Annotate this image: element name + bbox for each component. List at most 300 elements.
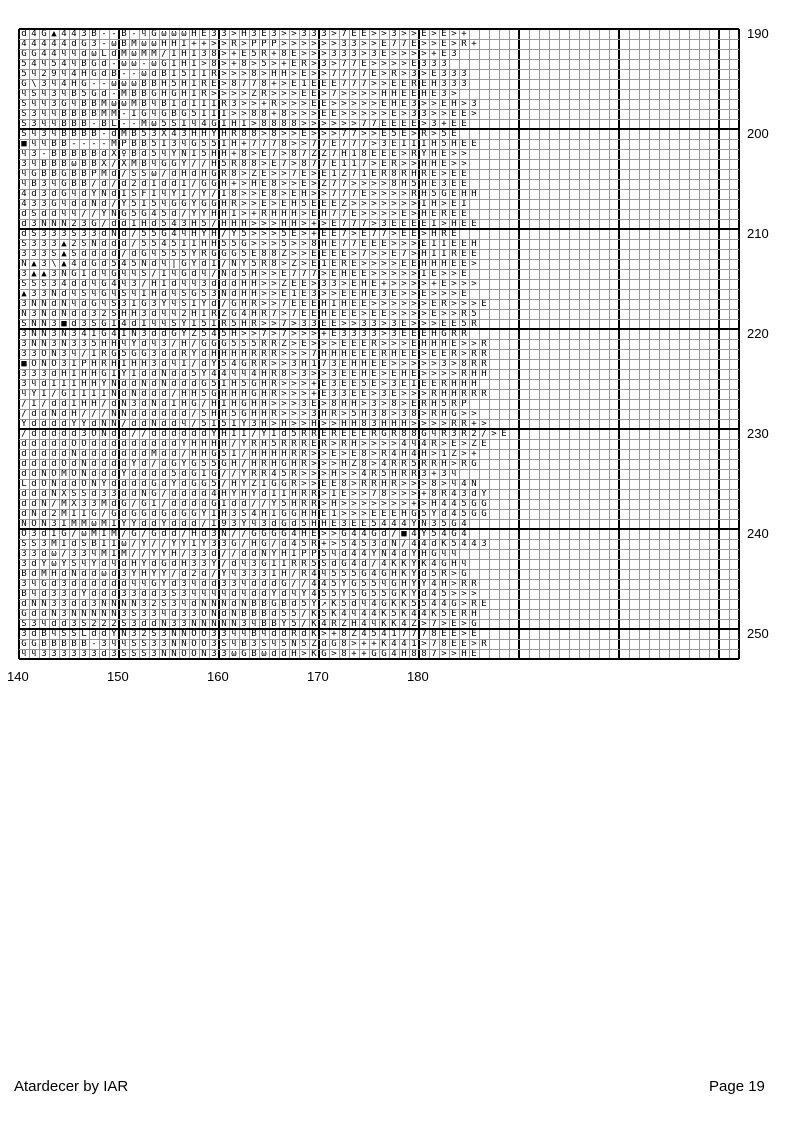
grid-cell: >: [339, 469, 349, 479]
grid-cell: d: [199, 359, 209, 369]
grid-cell: d: [49, 429, 59, 439]
grid-cell: 5: [279, 499, 289, 509]
grid-cell: 3: [169, 599, 179, 609]
grid-cell: 5: [169, 469, 179, 479]
grid-cell: >: [369, 109, 379, 119]
grid-cell: I: [219, 189, 229, 199]
grid-cell: >: [419, 99, 429, 109]
grid-cell: G: [429, 549, 439, 559]
grid-line-vertical: [699, 29, 700, 659]
grid-cell: 4: [419, 609, 429, 619]
grid-cell: P: [119, 139, 129, 149]
grid-cell: G: [89, 69, 99, 79]
grid-cell: H: [399, 369, 409, 379]
grid-cell: >: [429, 129, 439, 139]
grid-cell: H: [389, 419, 399, 429]
grid-cell: /: [239, 449, 249, 459]
grid-line-vertical: [459, 29, 460, 659]
grid-cell: -: [99, 79, 109, 89]
grid-cell: 3: [349, 49, 359, 59]
grid-cell: 5: [79, 89, 89, 99]
grid-cell: R: [299, 499, 309, 509]
grid-cell: 3: [389, 379, 399, 389]
grid-cell: 8: [209, 59, 219, 69]
grid-cell: E: [369, 169, 379, 179]
grid-cell: 2: [139, 629, 149, 639]
grid-cell: d: [89, 449, 99, 459]
grid-cell: d: [169, 179, 179, 189]
grid-cell: H: [419, 209, 429, 219]
grid-cell: >: [299, 139, 309, 149]
grid-cell: H: [389, 469, 399, 479]
grid-cell: >: [319, 69, 329, 79]
grid-cell: 2: [179, 309, 189, 319]
grid-cell: >: [369, 259, 379, 269]
grid-cell: H: [419, 449, 429, 459]
grid-cell: N: [159, 649, 169, 659]
grid-cell: H: [299, 359, 309, 369]
grid-cell: ϥ: [209, 589, 219, 599]
grid-cell: d: [169, 489, 179, 499]
grid-line-horizontal: [19, 149, 739, 150]
grid-cell: I: [179, 179, 189, 189]
grid-cell: >: [419, 479, 429, 489]
grid-cell: d: [79, 449, 89, 459]
grid-cell: /: [189, 419, 199, 429]
grid-cell: ϥ: [149, 339, 159, 349]
grid-cell: I: [269, 509, 279, 519]
grid-cell: 8: [249, 129, 259, 139]
grid-cell: >: [389, 229, 399, 239]
grid-cell: K: [389, 559, 399, 569]
grid-cell: /: [189, 359, 199, 369]
grid-cell: 8: [329, 399, 339, 409]
grid-cell: 4: [269, 469, 279, 479]
grid-cell: G: [209, 389, 219, 399]
grid-cell: /: [159, 489, 169, 499]
grid-cell: S: [29, 209, 39, 219]
grid-cell: 5: [249, 49, 259, 59]
grid-cell: H: [439, 409, 449, 419]
grid-cell: 3: [339, 389, 349, 399]
grid-cell: >: [349, 639, 359, 649]
grid-cell: d: [219, 609, 229, 619]
grid-cell: Y: [169, 149, 179, 159]
grid-cell: 5: [269, 439, 279, 449]
grid-cell: R: [179, 349, 189, 359]
grid-cell: 3: [239, 569, 249, 579]
grid-cell: G: [269, 529, 279, 539]
grid-cell: d: [49, 309, 59, 319]
grid-cell: I: [79, 269, 89, 279]
grid-cell: >: [439, 199, 449, 209]
grid-cell: H: [279, 449, 289, 459]
grid-cell: S: [179, 299, 189, 309]
grid-cell: M: [129, 159, 139, 169]
grid-cell: d: [79, 259, 89, 269]
grid-cell: d: [139, 449, 149, 459]
grid-cell: E: [399, 229, 409, 239]
grid-cell: 7: [349, 169, 359, 179]
grid-cell: >: [229, 89, 239, 99]
grid-cell: >: [429, 99, 439, 109]
grid-cell: Y: [239, 439, 249, 449]
grid-cell: ϥ: [459, 559, 469, 569]
grid-cell: I: [209, 319, 219, 329]
grid-cell: /: [259, 499, 269, 509]
grid-cell: I: [419, 199, 429, 209]
grid-cell: E: [359, 349, 369, 359]
grid-cell: E: [379, 239, 389, 249]
grid-cell: B: [129, 149, 139, 159]
grid-line-vertical: [629, 29, 630, 659]
grid-cell: Y: [139, 539, 149, 549]
grid-cell: 3: [39, 289, 49, 299]
grid-cell: I: [199, 109, 209, 119]
grid-cell: 7: [349, 129, 359, 139]
grid-cell: Y: [199, 539, 209, 549]
grid-cell: 3: [389, 329, 399, 339]
grid-cell: 8: [289, 149, 299, 159]
grid-cell: R: [249, 319, 259, 329]
grid-cell: >: [359, 199, 369, 209]
grid-cell: ϥ: [239, 369, 249, 379]
grid-cell: d: [239, 499, 249, 509]
grid-cell: >: [419, 499, 429, 509]
grid-cell: I: [49, 379, 59, 389]
grid-line-vertical: [189, 29, 190, 659]
grid-cell: H: [189, 29, 199, 39]
grid-cell: /: [109, 199, 119, 209]
grid-line-vertical: [299, 29, 300, 659]
grid-cell: E: [399, 319, 409, 329]
grid-cell: >: [309, 69, 319, 79]
grid-cell: 4: [389, 519, 399, 529]
grid-cell: G: [19, 79, 29, 89]
grid-cell: E: [419, 289, 429, 299]
grid-cell: R: [479, 389, 489, 399]
grid-cell: d: [159, 419, 169, 429]
grid-cell: N: [29, 299, 39, 309]
grid-cell: 8: [309, 239, 319, 249]
grid-cell: Y: [229, 489, 239, 499]
grid-cell: >: [409, 419, 419, 429]
grid-cell: 8: [229, 169, 239, 179]
grid-cell: H: [219, 509, 229, 519]
grid-cell: B: [89, 109, 99, 119]
grid-cell: 3: [199, 549, 209, 559]
grid-cell: I: [199, 469, 209, 479]
grid-cell: G: [229, 249, 239, 259]
grid-cell: /: [189, 339, 199, 349]
grid-cell: N: [49, 489, 59, 499]
grid-cell: >: [269, 229, 279, 239]
grid-cell: R: [389, 429, 399, 439]
grid-cell: 3: [49, 589, 59, 599]
grid-cell: d: [139, 419, 149, 429]
grid-cell: G: [169, 459, 179, 469]
grid-cell: E: [439, 279, 449, 289]
grid-cell: >: [329, 129, 339, 139]
grid-cell: H: [219, 429, 229, 439]
grid-cell: d: [279, 649, 289, 659]
grid-cell: G: [319, 649, 329, 659]
grid-cell: 5: [379, 589, 389, 599]
grid-cell: R: [379, 169, 389, 179]
grid-cell: E: [349, 309, 359, 319]
grid-cell: d: [319, 639, 329, 649]
grid-cell: H: [219, 179, 229, 189]
grid-cell: >: [449, 459, 459, 469]
grid-cell: 7: [369, 119, 379, 129]
grid-cell: 3: [19, 369, 29, 379]
grid-cell: B: [89, 539, 99, 549]
grid-cell: 7: [269, 309, 279, 319]
grid-cell: d: [169, 559, 179, 569]
grid-cell: O: [29, 359, 39, 369]
grid-cell: 8: [269, 119, 279, 129]
grid-cell: G: [439, 189, 449, 199]
grid-cell: 3: [329, 279, 339, 289]
grid-cell: -: [39, 149, 49, 159]
grid-cell: E: [459, 169, 469, 179]
grid-cell: >: [309, 459, 319, 469]
grid-cell: 4: [409, 529, 419, 539]
grid-cell: G: [149, 579, 159, 589]
grid-cell: >: [279, 359, 289, 369]
grid-cell: I: [99, 539, 109, 549]
grid-cell: 3: [329, 49, 339, 59]
grid-cell: >: [329, 59, 339, 69]
grid-cell: E: [499, 429, 509, 439]
grid-cell: >: [489, 429, 499, 439]
grid-cell: R: [229, 199, 239, 209]
grid-cell: N: [169, 629, 179, 639]
grid-cell: d: [69, 579, 79, 589]
grid-cell: H: [189, 229, 199, 239]
grid-cell: >: [369, 269, 379, 279]
grid-cell: S: [19, 119, 29, 129]
grid-cell: R: [299, 459, 309, 469]
grid-cell: 3: [219, 29, 229, 39]
grid-cell: >: [399, 479, 409, 489]
grid-cell: I: [239, 429, 249, 439]
grid-cell: ϥ: [129, 289, 139, 299]
grid-cell: H: [319, 299, 329, 309]
grid-cell: H: [449, 389, 459, 399]
grid-cell: I: [399, 139, 409, 149]
grid-cell: R: [449, 329, 459, 339]
grid-cell: I: [169, 399, 179, 409]
grid-cell: 3: [159, 589, 169, 599]
grid-cell: +: [189, 39, 199, 49]
grid-cell: ϥ: [99, 299, 109, 309]
grid-cell: >: [269, 289, 279, 299]
grid-cell: H: [449, 559, 459, 569]
grid-cell: B: [89, 129, 99, 139]
grid-cell: 4: [459, 539, 469, 549]
grid-cell: H: [319, 349, 329, 359]
grid-cell: /: [99, 509, 109, 519]
grid-cell: >: [369, 189, 379, 199]
grid-cell: 4: [389, 649, 399, 659]
grid-cell: +: [229, 49, 239, 59]
grid-cell: 8: [339, 649, 349, 659]
grid-cell: K: [389, 599, 399, 609]
grid-line-vertical: [518, 29, 520, 659]
grid-cell: E: [459, 239, 469, 249]
grid-cell: Z: [249, 169, 259, 179]
grid-cell: >: [349, 199, 359, 209]
grid-cell: >: [389, 209, 399, 219]
grid-cell: 3: [309, 29, 319, 39]
grid-cell: S: [79, 289, 89, 299]
grid-cell: 7: [279, 329, 289, 339]
grid-cell: N: [99, 599, 109, 609]
grid-cell: d: [269, 579, 279, 589]
grid-cell: R: [259, 49, 269, 59]
grid-cell: R: [369, 339, 379, 349]
grid-cell: Y: [239, 419, 249, 429]
grid-cell: -: [89, 79, 99, 89]
grid-cell: B: [59, 139, 69, 149]
grid-cell: d: [149, 369, 159, 379]
grid-cell: /: [289, 569, 299, 579]
grid-cell: H: [429, 499, 439, 509]
grid-cell: B: [59, 159, 69, 169]
grid-cell: N: [179, 639, 189, 649]
grid-cell: d: [149, 379, 159, 389]
grid-cell: ϥ: [69, 99, 79, 109]
grid-cell: E: [429, 379, 439, 389]
grid-cell: +: [379, 279, 389, 289]
grid-cell: 1: [359, 169, 369, 179]
grid-cell: R: [259, 309, 269, 319]
grid-cell: 5: [349, 589, 359, 599]
grid-cell: 5: [179, 249, 189, 259]
grid-cell: 5: [139, 239, 149, 249]
grid-cell: /: [139, 529, 149, 539]
grid-cell: >: [229, 69, 239, 79]
grid-cell: 5: [129, 199, 139, 209]
grid-cell: E: [299, 169, 309, 179]
grid-cell: 2: [149, 599, 159, 609]
grid-cell: d: [99, 629, 109, 639]
grid-cell: G: [139, 349, 149, 359]
grid-cell: >: [289, 339, 299, 349]
grid-cell: E: [389, 289, 399, 299]
grid-cell: N: [29, 319, 39, 329]
grid-line-vertical: [649, 29, 650, 659]
grid-cell: 8: [429, 479, 439, 489]
grid-cell: N: [39, 519, 49, 529]
grid-cell: 8: [359, 419, 369, 429]
grid-cell: 4: [439, 529, 449, 539]
grid-cell: 3: [349, 39, 359, 49]
grid-cell: 4: [19, 39, 29, 49]
grid-cell: Y: [179, 539, 189, 549]
grid-cell: H: [359, 369, 369, 379]
grid-cell: >: [409, 309, 419, 319]
grid-cell: >: [319, 399, 329, 409]
grid-line-vertical: [199, 29, 200, 659]
grid-cell: N: [39, 329, 49, 339]
grid-cell: ϥ: [39, 59, 49, 69]
grid-cell: 7: [359, 139, 369, 149]
grid-cell: ϥ: [149, 159, 159, 169]
grid-cell: 3: [29, 199, 39, 209]
grid-cell: S: [19, 619, 29, 629]
grid-cell: /: [169, 569, 179, 579]
grid-cell: N: [219, 289, 229, 299]
grid-line-vertical: [18, 29, 20, 659]
grid-line-vertical: [669, 29, 670, 659]
grid-cell: G: [209, 469, 219, 479]
grid-cell: >: [419, 409, 429, 419]
grid-line-vertical: [139, 29, 140, 659]
grid-cell: >: [369, 499, 379, 509]
grid-cell: Y: [199, 209, 209, 219]
grid-cell: Y: [479, 489, 489, 499]
grid-cell: >: [349, 509, 359, 519]
grid-cell: >: [329, 539, 339, 549]
grid-cell: E: [459, 109, 469, 119]
grid-cell: I: [179, 239, 189, 249]
grid-cell: M: [129, 39, 139, 49]
grid-cell: d: [129, 469, 139, 479]
grid-cell: 3: [459, 79, 469, 89]
grid-cell: ϥ: [249, 519, 259, 529]
grid-cell: 5: [369, 589, 379, 599]
grid-cell: 8: [249, 69, 259, 79]
grid-cell: >: [419, 49, 429, 59]
grid-cell: >: [409, 489, 419, 499]
grid-cell: 7: [279, 159, 289, 169]
grid-cell: d: [229, 279, 239, 289]
grid-cell: E: [409, 229, 419, 239]
grid-cell: G: [169, 159, 179, 169]
grid-cell: 3: [49, 279, 59, 289]
grid-cell: Y: [159, 569, 169, 579]
grid-cell: B: [259, 599, 269, 609]
grid-cell: Y: [339, 579, 349, 589]
grid-cell: d: [229, 589, 239, 599]
grid-cell: G: [279, 529, 289, 539]
grid-cell: N: [169, 639, 179, 649]
grid-cell: R: [439, 489, 449, 499]
grid-line-vertical: [559, 29, 560, 659]
grid-cell: Y: [209, 359, 219, 369]
grid-cell: I: [269, 559, 279, 569]
grid-cell: Z: [319, 149, 329, 159]
grid-cell: 5: [149, 199, 159, 209]
grid-cell: G: [39, 29, 49, 39]
grid-cell: H: [259, 449, 269, 459]
grid-cell: H: [449, 379, 459, 389]
grid-cell: >: [379, 439, 389, 449]
grid-cell: >: [469, 639, 479, 649]
grid-cell: 7: [319, 359, 329, 369]
grid-cell: >: [459, 279, 469, 289]
grid-cell: 3: [19, 379, 29, 389]
row-number-label: 240: [747, 526, 769, 541]
grid-cell: 3: [179, 579, 189, 589]
grid-cell: /: [189, 159, 199, 169]
grid-cell: /: [229, 529, 239, 539]
grid-cell: E: [389, 249, 399, 259]
grid-cell: 3: [209, 639, 219, 649]
grid-cell: >: [449, 279, 459, 289]
